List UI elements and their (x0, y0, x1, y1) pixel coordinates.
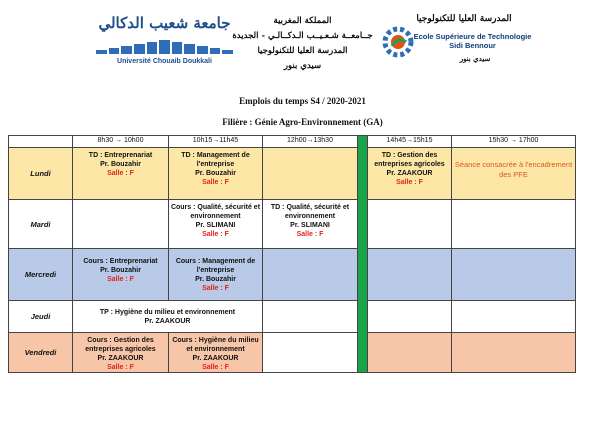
course-label: TP : Hygiène du milieu et environnement (99, 309, 236, 316)
lunch-separator (358, 136, 368, 373)
course-label: Cours : Qualité, sécurité et environnement (170, 204, 261, 220)
course-label: Cours : Gestion des entreprises agricoles (85, 337, 156, 353)
school-name-french (410, 32, 535, 50)
pfe-note: Séance consacrée à l'encadrement des PFE (454, 160, 573, 179)
filiere-title: Filière : Génie Agro-Environnement (GA) (222, 117, 383, 127)
session-lundi-2 (169, 148, 263, 200)
row-jeudi (9, 301, 576, 333)
slot-header-1: 8h30 → 10h00 (73, 136, 169, 148)
session-mercredi-5 (452, 249, 576, 301)
session-lundi-3 (263, 148, 358, 200)
slot-header-4: 14h45→15h15 (368, 136, 452, 148)
row-mardi (9, 200, 576, 249)
course-label: TD : Qualité, sécurité et environnement (270, 204, 350, 220)
room-label: Salle : F (107, 170, 134, 177)
university-logo-bars (96, 40, 233, 54)
timetable (8, 135, 576, 373)
school-name-line-2: Sidi Bennour (449, 41, 496, 50)
session-mercredi-3 (263, 249, 358, 301)
session-mardi-1 (73, 200, 169, 249)
row-mercredi (9, 249, 576, 301)
corner-cell (9, 136, 73, 148)
session-jeudi-5 (452, 301, 576, 333)
slot-header-2: 10h15→11h45 (169, 136, 263, 148)
document-header (0, 0, 605, 90)
room-label: Salle : F (107, 364, 134, 371)
row-lundi (9, 148, 576, 200)
day-label-jeudi: Jeudi (9, 301, 73, 333)
center-line-4: سيدي بنور (283, 61, 322, 71)
session-mardi-4 (368, 200, 452, 249)
day-label-lundi: Lundi (9, 148, 73, 200)
course-label: TD : Entreprenariat (88, 152, 153, 159)
school-name-arabic: المدرسة العليا للتكنولوجيا (416, 14, 512, 24)
university-name-arabic: جامعة شعيب الدكالي (98, 14, 231, 32)
course-label: Cours : Management de l'entreprise (175, 258, 256, 274)
school-name-line-1: Ecole Supérieure de Technologie (413, 32, 532, 41)
day-label-mardi: Mardi (9, 200, 73, 249)
session-vendredi-2 (169, 333, 263, 373)
session-jeudi-12 (73, 301, 263, 333)
room-label: Salle : F (202, 231, 229, 238)
prof-label: Pr. ZAAKOUR (386, 170, 433, 177)
school-city-arabic: سيدي بنور (459, 54, 491, 63)
prof-label: Pr. SLIMANI (290, 222, 330, 229)
prof-label: Pr. Bouzahir (100, 161, 141, 168)
day-label-vendredi: Vendredi (9, 333, 73, 373)
course-label: TD : Gestion des entreprises agricoles (374, 152, 445, 168)
room-label: Salle : F (202, 364, 229, 371)
session-vendredi-5 (452, 333, 576, 373)
session-mercredi-1 (73, 249, 169, 301)
session-vendredi-1 (73, 333, 169, 373)
center-line-2: جــامعــة شـعـيــب الـدكــالـي - الجديدة (232, 31, 373, 41)
session-lundi-1 (73, 148, 169, 200)
slot-header-5: 15h30 → 17h00 (452, 136, 576, 148)
session-lundi-5 (452, 148, 576, 200)
ministry-header (215, 14, 390, 74)
center-line-1: المملكة المغربية (273, 16, 332, 26)
session-mardi-3 (263, 200, 358, 249)
prof-label: Pr. Bouzahir (100, 267, 141, 274)
session-vendredi-3 (263, 333, 358, 373)
room-label: Salle : F (202, 179, 229, 186)
room-label: Salle : F (202, 285, 229, 292)
session-jeudi-3 (263, 301, 358, 333)
prof-label: Pr. SLIMANI (195, 222, 236, 229)
session-mardi-2 (169, 200, 263, 249)
day-label-mercredi: Mercredi (9, 249, 73, 301)
slot-header-3: 12h00→13h30 (263, 136, 358, 148)
timetable-header-row (9, 136, 576, 148)
center-line-3: المدرسة العليا للتكنولوجيا (257, 46, 348, 56)
session-mardi-5 (452, 200, 576, 249)
course-label: Cours : Hygiène du milieu et environnement (172, 337, 259, 353)
prof-label: Pr. Bouzahir (195, 170, 236, 177)
schedule-title: Emplois du temps S4 / 2020-2021 (239, 96, 366, 106)
row-vendredi (9, 333, 576, 373)
university-name-french: Université Chouaib Doukkali (117, 58, 212, 65)
course-label: TD : Management de l'entreprise (181, 152, 250, 168)
school-logo (380, 14, 530, 76)
course-label: Cours : Entreprenariat (83, 258, 158, 265)
session-jeudi-4 (368, 301, 452, 333)
room-label: Salle : F (296, 231, 324, 238)
room-label: Salle : F (107, 276, 134, 283)
session-mercredi-2 (169, 249, 263, 301)
prof-label: Pr. ZAAKOUR (192, 355, 239, 362)
room-label: Salle : F (396, 179, 423, 186)
prof-label: Pr. ZAAKOUR (97, 355, 144, 362)
prof-label: Pr. ZAAKOUR (144, 318, 191, 325)
session-lundi-4 (368, 148, 452, 200)
prof-label: Pr. Bouzahir (195, 276, 236, 283)
session-vendredi-4 (368, 333, 452, 373)
session-mercredi-4 (368, 249, 452, 301)
